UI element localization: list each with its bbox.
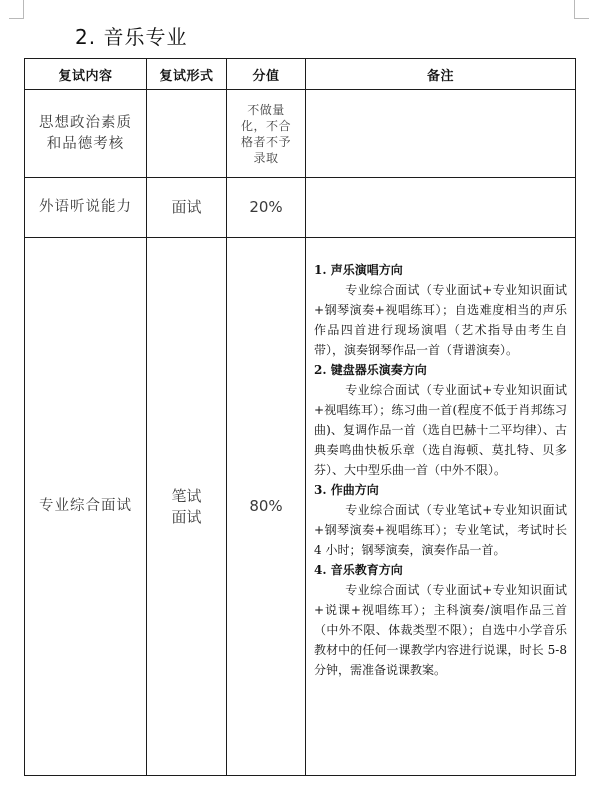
row-1-notes	[306, 90, 576, 178]
note-body-keyboard: 专业综合面试（专业面试+专业知识面试+视唱练耳）；练习曲一首(程度不低于肖邦练习曲)、复调作品一首（选自巴赫十二平均律）、古典奏鸣曲快板乐章（选自海顿、莫扎特、贝多芬）、大中型乐曲一首（中外不限）。	[314, 383, 567, 477]
row-1-score	[227, 90, 306, 178]
row-1-score-text: 不做量 化，不合 格者不予 录取	[240, 102, 291, 165]
note-heading-vocal: 1. 声乐演唱方向	[314, 263, 403, 277]
row-2-content: 外语听说能力	[25, 178, 147, 238]
section-title: 2. 音乐专业	[75, 25, 188, 49]
table-row	[25, 178, 576, 238]
note-heading-composition: 3. 作曲方向	[314, 483, 379, 497]
note-body-composition: 专业综合面试（专业笔试+专业知识面试+钢琴演奏+视唱练耳）；专业笔试，考试时长 4 小时；钢琴演奏，演奏作品一首。	[314, 503, 567, 557]
row-1-content	[25, 90, 147, 178]
header-notes: 备注	[306, 59, 576, 90]
table-header-row	[25, 59, 576, 90]
note-heading-keyboard: 2. 键盘器乐演奏方向	[314, 363, 427, 377]
requirements-table-wrapper	[24, 58, 575, 775]
note-body-education: 专业综合面试（专业面试+专业知识面试+说课+视唱练耳）；主科演奏/演唱作品三首（中外不限、体裁类型不限）；自选中小学音乐教材中的任何一课教学内容进行说课，时长 5-8 分钟，需准备说课教案。	[314, 583, 567, 677]
row-1-format	[147, 90, 227, 178]
row-3-format-text: 笔试 面试	[171, 486, 202, 526]
notes-list	[306, 238, 575, 680]
crop-mark-left	[9, 0, 24, 19]
header-format: 复试形式	[147, 59, 227, 90]
header-content: 复试内容	[25, 59, 147, 90]
row-2-format: 面试	[147, 178, 227, 238]
table-row	[25, 90, 576, 178]
header-score: 分值	[227, 59, 306, 90]
note-heading-education: 4. 音乐教育方向	[314, 563, 403, 577]
requirements-table	[24, 58, 576, 776]
row-1-content-text: 思想政治素质 和品德考核	[39, 114, 132, 152]
row-3-score: 80%	[227, 238, 306, 776]
row-2-score: 20%	[227, 178, 306, 238]
note-body-vocal: 专业综合面试（专业面试+专业知识面试+钢琴演奏+视唱练耳）；自选难度相当的声乐作品四首进行现场演唱（艺术指导由考生自带），演奏钢琴作品一首（背谱演奏）。	[314, 283, 567, 357]
row-2-notes	[306, 178, 576, 238]
table-row	[25, 238, 576, 776]
row-3-content: 专业综合面试	[25, 238, 147, 776]
row-3-format	[147, 238, 227, 776]
crop-mark-right	[574, 0, 589, 19]
row-3-notes	[306, 238, 576, 776]
